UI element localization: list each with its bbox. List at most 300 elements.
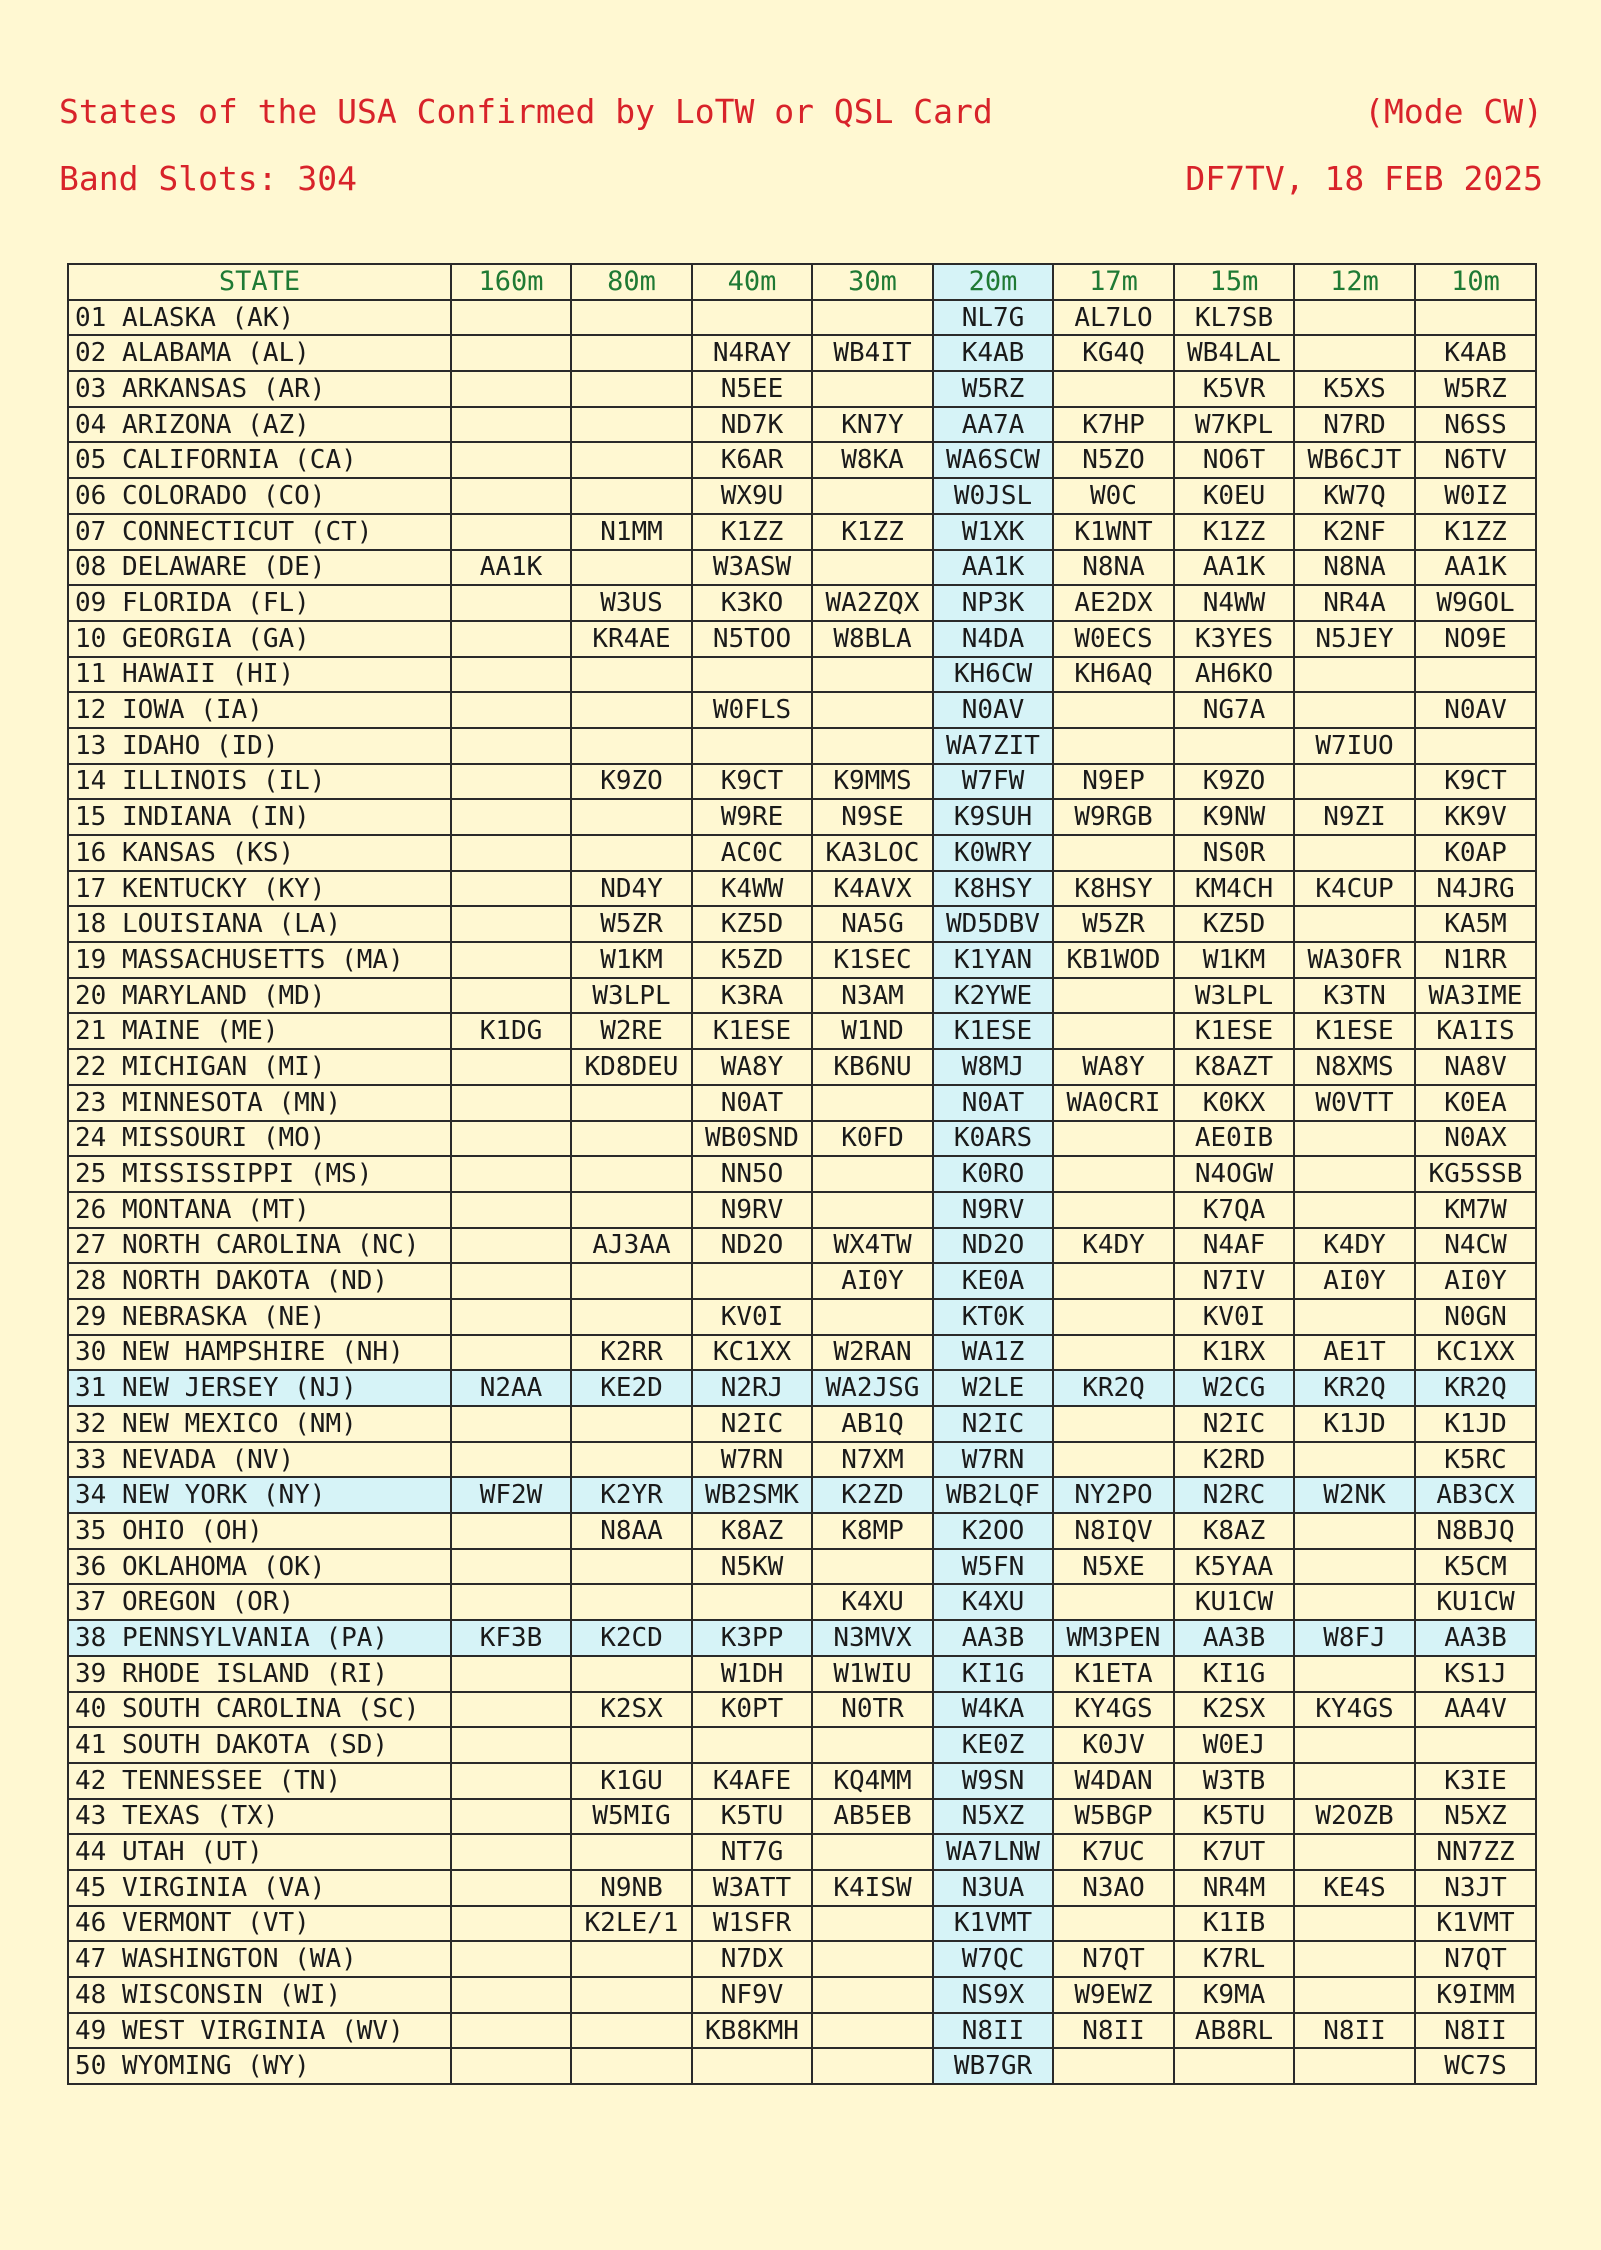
table-row — [68, 1156, 1536, 1192]
callsign-cell: ND2O — [933, 1228, 1053, 1264]
state-name-cell: 09 FLORIDA (FL) — [68, 585, 451, 621]
callsign-cell: K1SEC — [812, 942, 933, 978]
callsign-cell: N8NA — [1294, 550, 1415, 586]
callsign-cell: K5TU — [692, 1799, 812, 1835]
callsign-cell — [451, 1228, 571, 1264]
callsign-cell: WA2ZQX — [812, 585, 933, 621]
mode-label: (Mode CW) — [1364, 92, 1543, 131]
callsign-cell — [451, 407, 571, 443]
callsign-cell: AI0Y — [1415, 1263, 1536, 1299]
callsign-cell: K9MMS — [812, 764, 933, 800]
callsign-cell: NO6T — [1174, 442, 1294, 478]
callsign-cell: KI1G — [1174, 1656, 1294, 1692]
callsign-cell — [1053, 2048, 1174, 2084]
table-row — [68, 2048, 1536, 2084]
callsign-cell: W7KPL — [1174, 407, 1294, 443]
callsign-cell: N3JT — [1415, 1870, 1536, 1906]
callsign-cell: NL7G — [933, 300, 1053, 336]
callsign-cell: N9NB — [571, 1870, 692, 1906]
callsign-cell: W3LPL — [571, 978, 692, 1014]
callsign-cell — [1294, 2048, 1415, 2084]
callsign-cell: AI0Y — [812, 1263, 933, 1299]
callsign-cell: K7UC — [1053, 1834, 1174, 1870]
callsign-cell — [451, 835, 571, 871]
callsign-cell: W2LE — [933, 1370, 1053, 1406]
table-row — [68, 1370, 1536, 1406]
callsign-cell — [1294, 835, 1415, 871]
callsign-cell — [812, 657, 933, 693]
callsign-cell: WA8Y — [1053, 1049, 1174, 1085]
callsign-cell: AL7LO — [1053, 300, 1174, 336]
state-name-cell: 26 MONTANA (MT) — [68, 1192, 451, 1228]
callsign-cell — [812, 1085, 933, 1121]
callsign-cell: K2SX — [571, 1692, 692, 1728]
callsign-cell — [451, 1049, 571, 1085]
callsign-cell: K5VR — [1174, 371, 1294, 407]
state-name-cell: 14 ILLINOIS (IL) — [68, 764, 451, 800]
callsign-cell: W2NK — [1294, 1477, 1415, 1513]
callsign-cell: W0VTT — [1294, 1085, 1415, 1121]
state-name-cell: 17 KENTUCKY (KY) — [68, 871, 451, 907]
state-name-cell: 12 IOWA (IA) — [68, 692, 451, 728]
callsign-cell — [571, 1941, 692, 1977]
callsign-cell — [812, 1941, 933, 1977]
callsign-cell: N5XZ — [933, 1799, 1053, 1835]
callsign-cell: N2IC — [933, 1406, 1053, 1442]
callsign-cell: KR2Q — [1294, 1370, 1415, 1406]
state-name-cell: 35 OHIO (OH) — [68, 1513, 451, 1549]
callsign-cell — [451, 1121, 571, 1157]
callsign-cell — [1294, 657, 1415, 693]
callsign-cell — [451, 478, 571, 514]
callsign-cell — [812, 728, 933, 764]
callsign-cell: NA8V — [1415, 1049, 1536, 1085]
table-row — [68, 871, 1536, 907]
callsign-cell — [1053, 1013, 1174, 1049]
callsign-cell: NA5G — [812, 906, 933, 942]
callsign-cell — [451, 585, 571, 621]
callsign-cell: W7FW — [933, 764, 1053, 800]
callsign-cell: K6AR — [692, 442, 812, 478]
callsign-cell: WA3OFR — [1294, 942, 1415, 978]
callsign-cell: N6SS — [1415, 407, 1536, 443]
callsign-cell: W9RGB — [1053, 799, 1174, 835]
callsign-cell — [451, 2048, 571, 2084]
callsign-cell: K2OO — [933, 1513, 1053, 1549]
table-row — [68, 1692, 1536, 1728]
callsign-cell — [692, 1584, 812, 1620]
callsign-cell: W0JSL — [933, 478, 1053, 514]
callsign-cell — [571, 1656, 692, 1692]
callsign-cell: KK9V — [1415, 799, 1536, 835]
callsign-cell: AH6KO — [1174, 657, 1294, 693]
state-name-cell: 08 DELAWARE (DE) — [68, 550, 451, 586]
callsign-cell: K2LE/1 — [571, 1906, 692, 1942]
callsign-cell: NO9E — [1415, 621, 1536, 657]
callsign-cell: KH6AQ — [1053, 657, 1174, 693]
state-name-cell: 34 NEW YORK (NY) — [68, 1477, 451, 1513]
callsign-cell: NY2PO — [1053, 1477, 1174, 1513]
table-row — [68, 1977, 1536, 2013]
state-name-cell: 39 RHODE ISLAND (RI) — [68, 1656, 451, 1692]
callsign-cell: K8AZ — [1174, 1513, 1294, 1549]
callsign-cell: KB1WOD — [1053, 942, 1174, 978]
callsign-cell: NT7G — [692, 1834, 812, 1870]
state-name-cell: 48 WISCONSIN (WI) — [68, 1977, 451, 2013]
callsign-cell: ND7K — [692, 407, 812, 443]
states-table — [67, 263, 1537, 2085]
callsign-cell: W8BLA — [812, 621, 933, 657]
callsign-cell: K1YAN — [933, 942, 1053, 978]
callsign-cell: KR2Q — [1053, 1370, 1174, 1406]
callsign-cell: KD8DEU — [571, 1049, 692, 1085]
callsign-cell — [571, 1263, 692, 1299]
callsign-cell — [812, 300, 933, 336]
callsign-cell: K1ESE — [692, 1013, 812, 1049]
callsign-cell: K3IE — [1415, 1763, 1536, 1799]
callsign-cell: W3ASW — [692, 550, 812, 586]
callsign-cell — [812, 1299, 933, 1335]
callsign-cell: K2NF — [1294, 514, 1415, 550]
callsign-cell: W5RZ — [1415, 371, 1536, 407]
callsign-cell — [451, 1085, 571, 1121]
callsign-cell: W1DH — [692, 1656, 812, 1692]
state-name-cell: 03 ARKANSAS (AR) — [68, 371, 451, 407]
callsign-cell: KU1CW — [1174, 1584, 1294, 1620]
callsign-cell: AB3CX — [1415, 1477, 1536, 1513]
callsign-cell: K3TN — [1294, 978, 1415, 1014]
callsign-cell: KM7W — [1415, 1192, 1536, 1228]
callsign-cell: N9RV — [933, 1192, 1053, 1228]
callsign-cell: K0ARS — [933, 1121, 1053, 1157]
callsign-cell — [812, 371, 933, 407]
callsign-cell: KR4AE — [571, 621, 692, 657]
table-row — [68, 1228, 1536, 1264]
callsign-cell: K8HSY — [1053, 871, 1174, 907]
callsign-cell: AA1K — [451, 550, 571, 586]
callsign-cell: KE0A — [933, 1263, 1053, 1299]
callsign-cell: WB6CJT — [1294, 442, 1415, 478]
state-name-cell: 44 UTAH (UT) — [68, 1834, 451, 1870]
callsign-cell: K1ESE — [1174, 1013, 1294, 1049]
callsign-cell: W5ZR — [1053, 906, 1174, 942]
callsign-cell — [812, 2013, 933, 2049]
callsign-cell: K9NW — [1174, 799, 1294, 835]
callsign-cell — [1415, 1727, 1536, 1763]
callsign-cell — [1294, 1156, 1415, 1192]
callsign-cell — [692, 1727, 812, 1763]
callsign-cell: WM3PEN — [1053, 1620, 1174, 1656]
callsign-cell: N9EP — [1053, 764, 1174, 800]
callsign-cell: W1KM — [1174, 942, 1294, 978]
callsign-cell: N5KW — [692, 1549, 812, 1585]
callsign-cell: N4DA — [933, 621, 1053, 657]
callsign-cell: AB1Q — [812, 1406, 933, 1442]
column-header-band: 15m — [1174, 264, 1294, 300]
callsign-cell — [451, 371, 571, 407]
callsign-cell: K1VMT — [1415, 1906, 1536, 1942]
callsign-cell — [1294, 335, 1415, 371]
state-name-cell: 15 INDIANA (IN) — [68, 799, 451, 835]
callsign-cell — [1294, 1727, 1415, 1763]
callsign-cell: N8II — [933, 2013, 1053, 2049]
callsign-cell — [451, 906, 571, 942]
state-name-cell: 40 SOUTH CAROLINA (SC) — [68, 1692, 451, 1728]
callsign-cell: NP3K — [933, 585, 1053, 621]
callsign-cell: K7RL — [1174, 1941, 1294, 1977]
callsign-cell — [1053, 835, 1174, 871]
callsign-cell — [812, 1156, 933, 1192]
callsign-cell: K1ZZ — [692, 514, 812, 550]
state-name-cell: 23 MINNESOTA (MN) — [68, 1085, 451, 1121]
table-row — [68, 1906, 1536, 1942]
callsign-cell — [1415, 657, 1536, 693]
callsign-cell: K4XU — [812, 1584, 933, 1620]
page-title: States of the USA Confirmed by LoTW or QSL Card — [59, 92, 993, 131]
callsign-cell — [451, 1870, 571, 1906]
callsign-cell: WA0CRI — [1053, 1085, 1174, 1121]
callsign-cell: W2CG — [1174, 1370, 1294, 1406]
state-name-cell: 21 MAINE (ME) — [68, 1013, 451, 1049]
callsign-cell — [1294, 1834, 1415, 1870]
callsign-cell: WA6SCW — [933, 442, 1053, 478]
callsign-cell: N9RV — [692, 1192, 812, 1228]
callsign-cell: AE1T — [1294, 1335, 1415, 1371]
callsign-cell: NR4A — [1294, 585, 1415, 621]
callsign-cell: N0TR — [812, 1692, 933, 1728]
callsign-cell: N0AV — [933, 692, 1053, 728]
callsign-cell — [812, 1834, 933, 1870]
state-name-cell: 43 TEXAS (TX) — [68, 1799, 451, 1835]
callsign-cell: N4AF — [1174, 1228, 1294, 1264]
callsign-cell: K1GU — [571, 1763, 692, 1799]
callsign-cell: K8MP — [812, 1513, 933, 1549]
callsign-cell — [571, 1156, 692, 1192]
callsign-cell: K4DY — [1294, 1228, 1415, 1264]
table-row — [68, 692, 1536, 728]
column-header-band: 80m — [571, 264, 692, 300]
callsign-cell: N9ZI — [1294, 799, 1415, 835]
callsign-cell — [571, 478, 692, 514]
table-row — [68, 1620, 1536, 1656]
callsign-cell — [451, 692, 571, 728]
callsign-cell: WA3IME — [1415, 978, 1536, 1014]
callsign-cell: K3PP — [692, 1620, 812, 1656]
callsign-cell: K3KO — [692, 585, 812, 621]
callsign-cell: N8XMS — [1294, 1049, 1415, 1085]
callsign-cell: W1SFR — [692, 1906, 812, 1942]
callsign-cell — [812, 1727, 933, 1763]
callsign-cell: K7QA — [1174, 1192, 1294, 1228]
callsign-cell: K9MA — [1174, 1977, 1294, 2013]
callsign-cell — [451, 1906, 571, 1942]
callsign-cell: K9CT — [1415, 764, 1536, 800]
table-row — [68, 300, 1536, 336]
callsign-cell: K0RO — [933, 1156, 1053, 1192]
callsign-cell: N5JEY — [1294, 621, 1415, 657]
state-name-cell: 05 CALIFORNIA (CA) — [68, 442, 451, 478]
callsign-cell — [451, 442, 571, 478]
callsign-cell — [571, 300, 692, 336]
callsign-cell: K1VMT — [933, 1906, 1053, 1942]
callsign-cell: WA7ZIT — [933, 728, 1053, 764]
callsign-cell: W3ATT — [692, 1870, 812, 1906]
callsign-cell: KB8KMH — [692, 2013, 812, 2049]
callsign-cell: K4AB — [1415, 335, 1536, 371]
callsign-cell: N8II — [1294, 2013, 1415, 2049]
callsign-cell — [1053, 978, 1174, 1014]
callsign-cell — [451, 1513, 571, 1549]
table-row — [68, 335, 1536, 371]
state-name-cell: 22 MICHIGAN (MI) — [68, 1049, 451, 1085]
callsign-cell — [451, 1656, 571, 1692]
callsign-cell: K0PT — [692, 1692, 812, 1728]
callsign-cell: K0EA — [1415, 1085, 1536, 1121]
callsign-cell: N8AA — [571, 1513, 692, 1549]
callsign-cell — [1294, 1549, 1415, 1585]
table-row — [68, 1192, 1536, 1228]
callsign-cell: AC0C — [692, 835, 812, 871]
callsign-cell: WX4TW — [812, 1228, 933, 1264]
callsign-cell: K3RA — [692, 978, 812, 1014]
callsign-cell: W5MIG — [571, 1799, 692, 1835]
callsign-cell: K2YR — [571, 1477, 692, 1513]
callsign-cell — [1053, 1121, 1174, 1157]
callsign-cell — [451, 514, 571, 550]
callsign-cell — [451, 1156, 571, 1192]
callsign-cell — [451, 335, 571, 371]
callsign-cell: AI0Y — [1294, 1263, 1415, 1299]
callsign-cell: K4CUP — [1294, 871, 1415, 907]
callsign-cell: K1IB — [1174, 1906, 1294, 1942]
callsign-cell: N5TOO — [692, 621, 812, 657]
callsign-cell: AA3B — [1415, 1620, 1536, 1656]
callsign-cell — [451, 300, 571, 336]
state-name-cell: 41 SOUTH DAKOTA (SD) — [68, 1727, 451, 1763]
callsign-cell — [571, 835, 692, 871]
callsign-cell — [1415, 728, 1536, 764]
callsign-cell: K5ZD — [692, 942, 812, 978]
callsign-cell: N7DX — [692, 1941, 812, 1977]
callsign-cell: N2IC — [692, 1406, 812, 1442]
callsign-cell: W4KA — [933, 1692, 1053, 1728]
state-name-cell: 33 NEVADA (NV) — [68, 1442, 451, 1478]
table-row — [68, 585, 1536, 621]
callsign-cell: K1ETA — [1053, 1656, 1174, 1692]
callsign-cell: K8AZ — [692, 1513, 812, 1549]
callsign-cell — [571, 1977, 692, 2013]
table-row — [68, 1513, 1536, 1549]
callsign-cell — [1053, 1906, 1174, 1942]
callsign-cell: N8II — [1053, 2013, 1174, 2049]
callsign-cell — [812, 1549, 933, 1585]
callsign-cell — [571, 1834, 692, 1870]
callsign-cell: K0JV — [1053, 1727, 1174, 1763]
callsign-cell — [1294, 1442, 1415, 1478]
callsign-cell: WD5DBV — [933, 906, 1053, 942]
callsign-cell — [1294, 692, 1415, 728]
callsign-cell — [451, 2013, 571, 2049]
callsign-cell — [1053, 728, 1174, 764]
callsign-cell — [1053, 1263, 1174, 1299]
callsign-cell: N4CW — [1415, 1228, 1536, 1264]
state-name-cell: 20 MARYLAND (MD) — [68, 978, 451, 1014]
callsign-cell — [451, 942, 571, 978]
table-row — [68, 1263, 1536, 1299]
band-slots-label: Band Slots: 304 — [59, 159, 358, 198]
callsign-cell: W0EJ — [1174, 1727, 1294, 1763]
callsign-cell — [451, 1799, 571, 1835]
callsign-cell — [571, 728, 692, 764]
callsign-cell: AE0IB — [1174, 1121, 1294, 1157]
callsign-cell: AA3B — [933, 1620, 1053, 1656]
callsign-cell: K9ZO — [1174, 764, 1294, 800]
callsign-cell: K5CM — [1415, 1549, 1536, 1585]
callsign-cell: KG5SSB — [1415, 1156, 1536, 1192]
state-name-cell: 49 WEST VIRGINIA (WV) — [68, 2013, 451, 2049]
column-header-band: 20m — [933, 264, 1053, 300]
column-header-band: 160m — [451, 264, 571, 300]
callsign-cell: N3UA — [933, 1870, 1053, 1906]
callsign-cell: K5XS — [1294, 371, 1415, 407]
callsign-cell: W8KA — [812, 442, 933, 478]
callsign-cell: W3US — [571, 585, 692, 621]
callsign-cell: NG7A — [1174, 692, 1294, 728]
callsign-cell: K2RR — [571, 1335, 692, 1371]
callsign-cell: KG4Q — [1053, 335, 1174, 371]
callsign-cell: AA1K — [933, 550, 1053, 586]
callsign-cell: N5XZ — [1415, 1799, 1536, 1835]
callsign-cell — [1294, 1906, 1415, 1942]
callsign-cell: KY4GS — [1294, 1692, 1415, 1728]
callsign-cell — [451, 1335, 571, 1371]
callsign-cell: K4WW — [692, 871, 812, 907]
callsign-cell: K0EU — [1174, 478, 1294, 514]
callsign-cell — [571, 442, 692, 478]
callsign-cell — [571, 1085, 692, 1121]
callsign-cell: W7QC — [933, 1941, 1053, 1977]
callsign-cell: KY4GS — [1053, 1692, 1174, 1728]
callsign-cell: K1ZZ — [1174, 514, 1294, 550]
callsign-cell: K1JD — [1415, 1406, 1536, 1442]
callsign-cell: AA4V — [1415, 1692, 1536, 1728]
table-row — [68, 728, 1536, 764]
callsign-cell — [451, 1692, 571, 1728]
callsign-cell — [571, 1299, 692, 1335]
callsign-cell: K7UT — [1174, 1834, 1294, 1870]
callsign-cell: K9CT — [692, 764, 812, 800]
callsign-cell: W9GOL — [1415, 585, 1536, 621]
callsign-cell — [1294, 1299, 1415, 1335]
callsign-cell: AA7A — [933, 407, 1053, 443]
callsign-cell: N8NA — [1053, 550, 1174, 586]
callsign-cell: N2AA — [451, 1370, 571, 1406]
callsign-cell — [812, 2048, 933, 2084]
table-row — [68, 1121, 1536, 1157]
table-row — [68, 478, 1536, 514]
callsign-cell: ND4Y — [571, 871, 692, 907]
callsign-cell — [451, 657, 571, 693]
callsign-cell — [1053, 1406, 1174, 1442]
callsign-cell: KZ5D — [692, 906, 812, 942]
callsign-cell: WF2W — [451, 1477, 571, 1513]
callsign-cell: K4AFE — [692, 1763, 812, 1799]
column-header-state: STATE — [68, 264, 451, 300]
state-name-cell: 37 OREGON (OR) — [68, 1584, 451, 1620]
callsign-cell: WA2JSG — [812, 1370, 933, 1406]
callsign-cell — [812, 1906, 933, 1942]
callsign-cell: W3TB — [1174, 1763, 1294, 1799]
